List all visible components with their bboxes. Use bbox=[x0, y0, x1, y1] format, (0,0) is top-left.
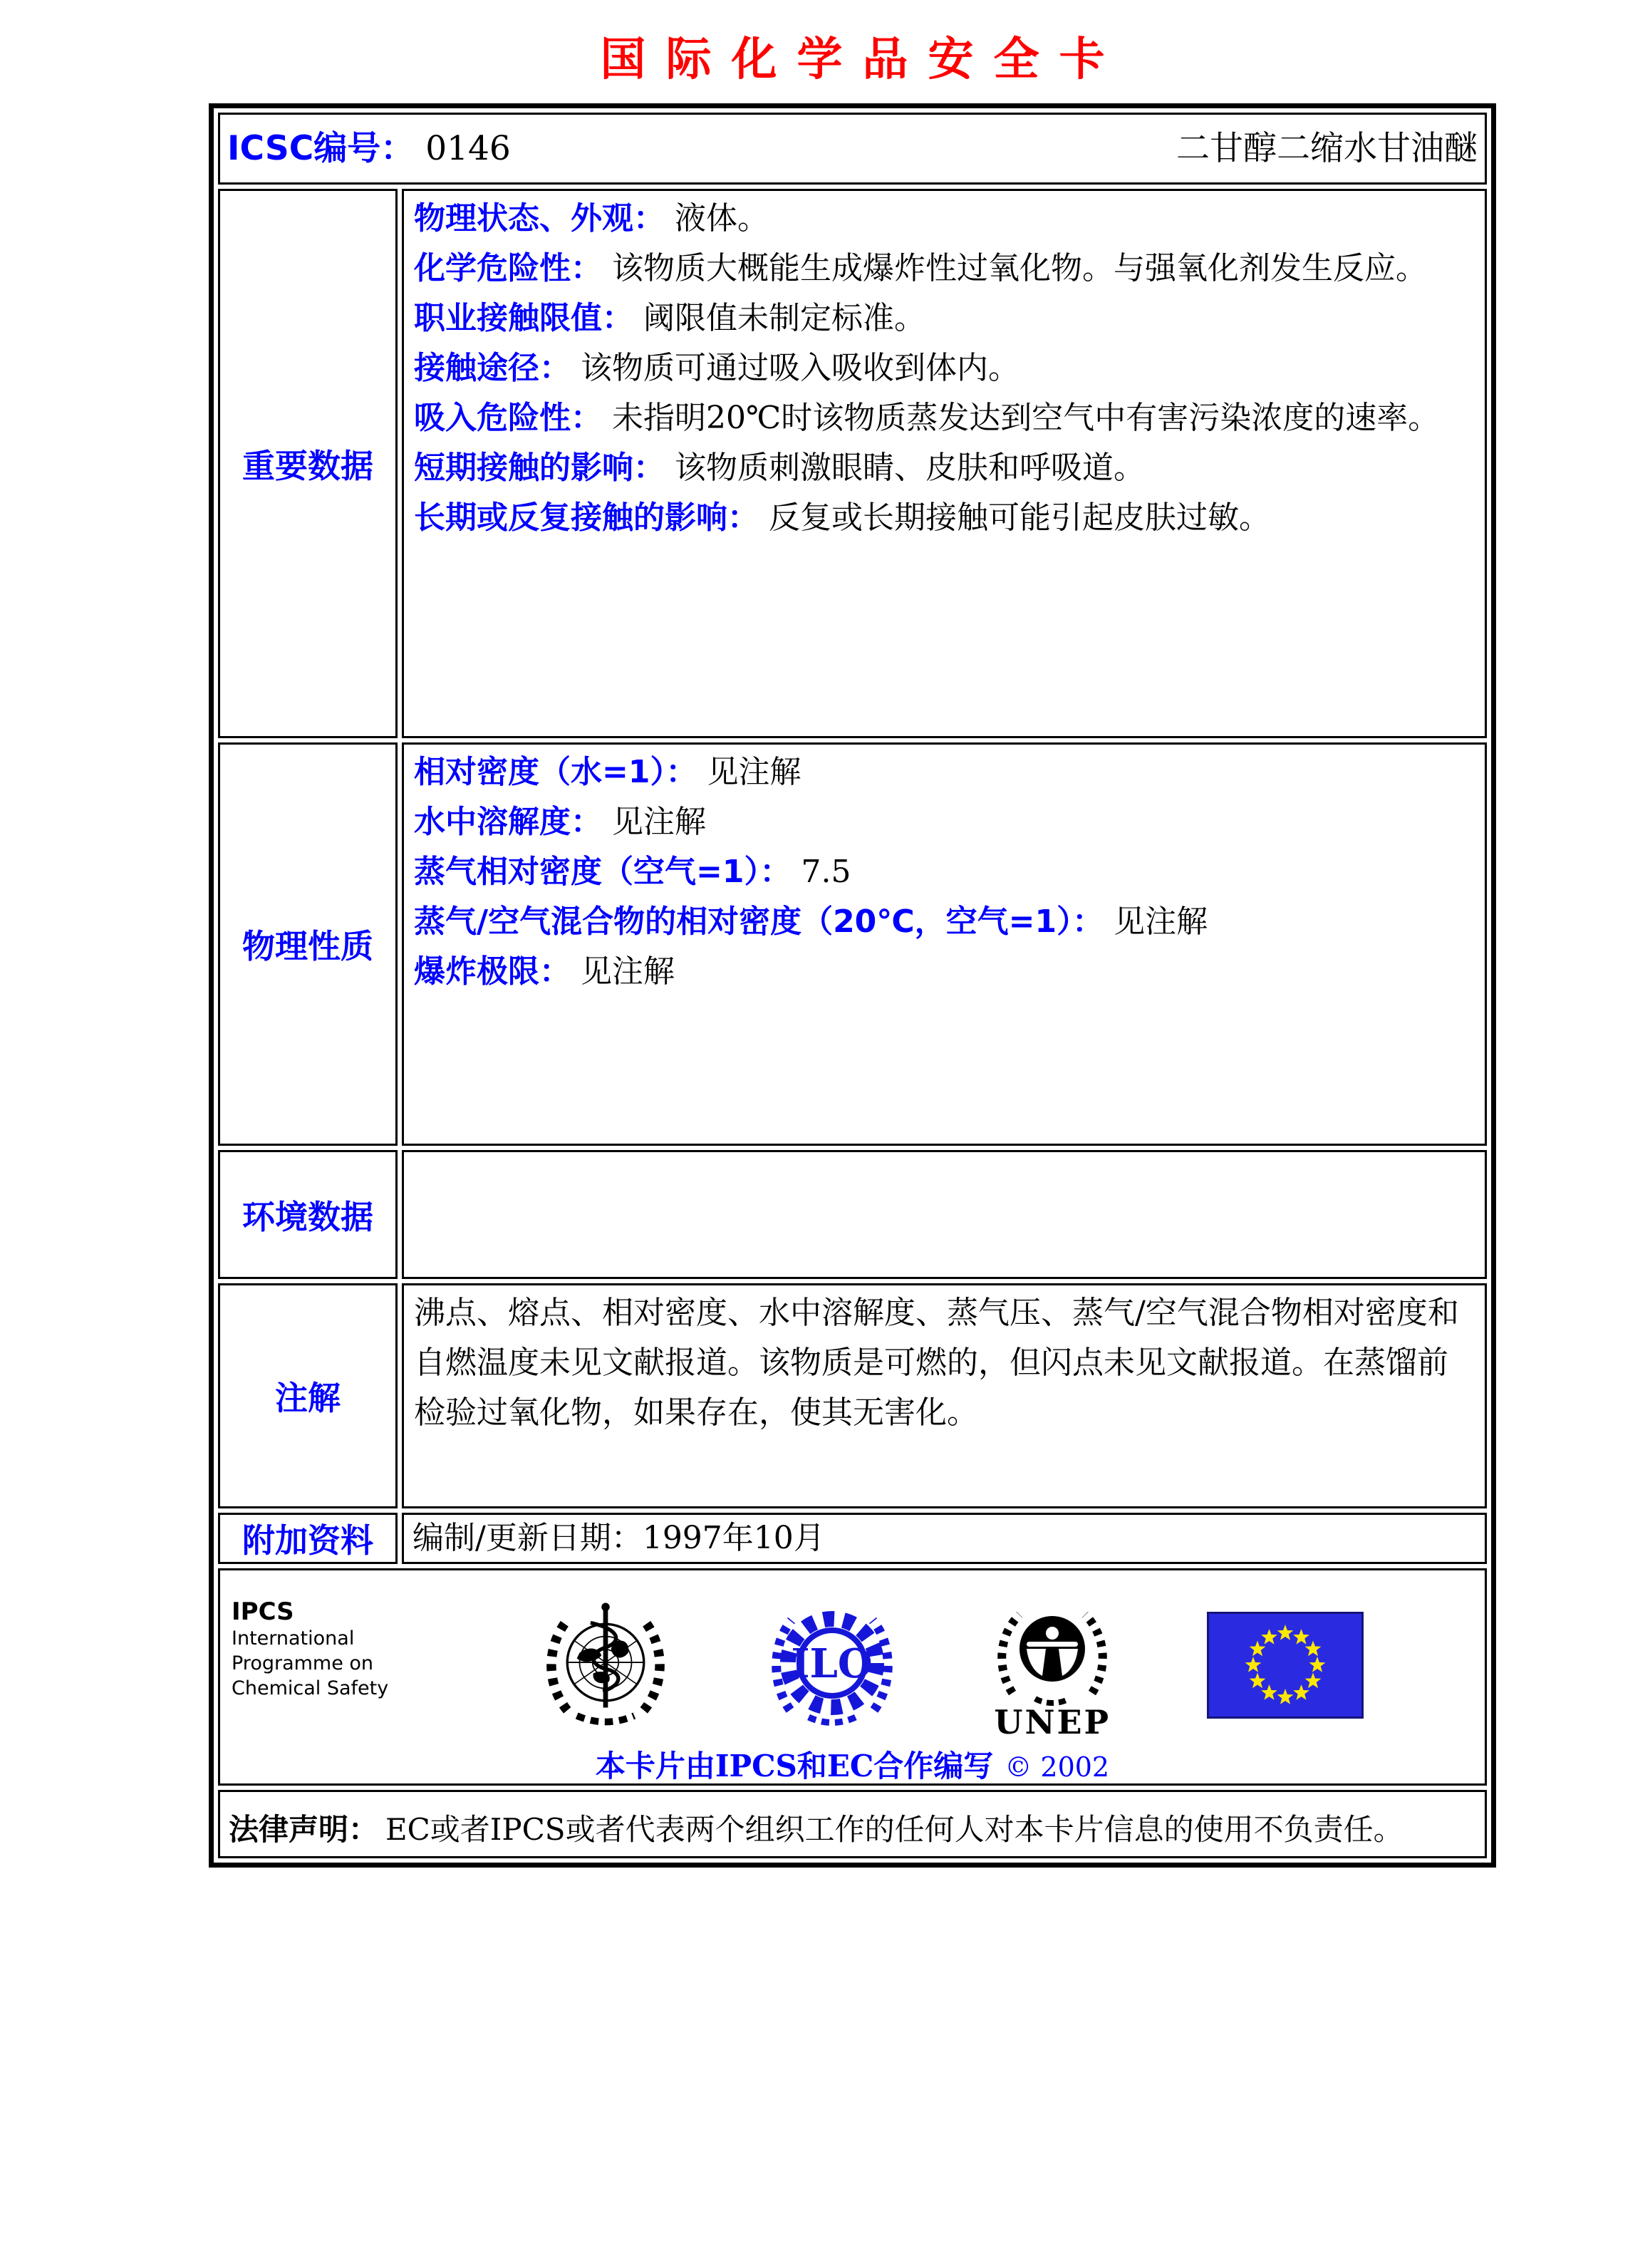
ipcs-line: Chemical Safety bbox=[232, 1677, 389, 1699]
notes-row bbox=[218, 1283, 1487, 1508]
unep-logo-block bbox=[990, 1598, 1115, 1741]
footer-caption bbox=[220, 1750, 1485, 1783]
field-value: 未指明20℃时该物质蒸发达到空气中有害污染浓度的速率。 bbox=[612, 400, 1440, 436]
field-label: 吸入危险性： bbox=[414, 400, 602, 436]
field-value: 该物质大概能生成爆炸性过氧化物。与强氧化剂发生反应。 bbox=[612, 250, 1427, 286]
field-label: 爆炸极限： bbox=[414, 953, 571, 990]
environmental-data-row bbox=[218, 1150, 1487, 1279]
who-logo-icon bbox=[537, 1598, 674, 1730]
copyright-text: © 2002 bbox=[1005, 1751, 1110, 1783]
field-label: 接触途径： bbox=[414, 350, 571, 386]
physical-properties-content bbox=[402, 742, 1487, 1146]
ilo-monogram: ILO bbox=[791, 1640, 873, 1687]
icsc-card-table bbox=[209, 103, 1496, 1868]
environmental-data-content bbox=[402, 1150, 1487, 1279]
field-label: 化学危险性： bbox=[414, 250, 602, 286]
section-label-notes: 注解 bbox=[218, 1283, 398, 1508]
icsc-number-value: 0146 bbox=[425, 129, 511, 168]
legal-cell bbox=[218, 1790, 1487, 1858]
field-label: 相对密度（水=1）： bbox=[414, 754, 697, 790]
additional-info-content bbox=[402, 1513, 1487, 1564]
eu-flag-icon bbox=[1207, 1612, 1364, 1719]
ipcs-text-block bbox=[232, 1598, 445, 1701]
header-row bbox=[218, 113, 1487, 185]
field-row bbox=[414, 747, 1475, 797]
unep-logo-icon bbox=[990, 1598, 1115, 1706]
field-value: 7.5 bbox=[801, 854, 851, 890]
field-row bbox=[414, 194, 1475, 244]
legal-label: 法律声明： bbox=[229, 1812, 379, 1847]
field-label: 短期接触的影响： bbox=[414, 450, 665, 486]
legal-row bbox=[218, 1790, 1487, 1858]
icsc-number-group bbox=[227, 129, 511, 168]
field-row bbox=[414, 244, 1475, 294]
field-value: 阈限值未制定标准。 bbox=[643, 300, 925, 336]
unep-wordmark: UNEP bbox=[994, 1703, 1111, 1741]
important-data-content bbox=[402, 189, 1487, 738]
field-row bbox=[414, 897, 1475, 947]
field-row bbox=[414, 294, 1475, 343]
field-value: 该物质可通过吸入吸收到体内。 bbox=[581, 350, 1019, 386]
field-row bbox=[414, 393, 1475, 443]
logo-strip bbox=[220, 1570, 1485, 1741]
icsc-number-label: ICSC编号： bbox=[227, 129, 415, 168]
ilo-logo-icon bbox=[766, 1598, 898, 1730]
field-label: 水中溶解度： bbox=[414, 804, 602, 840]
field-row bbox=[414, 443, 1475, 493]
notes-text: 沸点、熔点、相对密度、水中溶解度、蒸气压、蒸气/空气混合物相对密度和自燃温度未见文献报道。该物质是可燃的，但闪点未见文献报道。在蒸馏前检验过氧化物，如果存在，使其无害化。 bbox=[414, 1295, 1459, 1431]
physical-properties-row bbox=[218, 742, 1487, 1146]
field-value: 见注解 bbox=[1114, 903, 1208, 940]
field-value: 该物质刺激眼睛、皮肤和呼吸道。 bbox=[675, 450, 1145, 486]
ipcs-title: IPCS bbox=[232, 1598, 294, 1626]
ipcs-line: Programme on bbox=[232, 1652, 374, 1674]
field-label: 蒸气相对密度（空气=1）： bbox=[414, 854, 792, 890]
field-row bbox=[414, 343, 1475, 393]
section-label-important-data: 重要数据 bbox=[218, 189, 398, 738]
field-value: 见注解 bbox=[707, 754, 801, 790]
additional-info-row bbox=[218, 1513, 1487, 1564]
legal-text: EC或者IPCS或者代表两个组织工作的任何人对本卡片信息的使用不负责任。 bbox=[385, 1812, 1403, 1847]
field-value: 液体。 bbox=[675, 200, 769, 237]
section-label-physical-properties: 物理性质 bbox=[218, 742, 398, 1146]
field-value: 见注解 bbox=[612, 804, 706, 840]
field-row bbox=[414, 797, 1475, 847]
field-label: 物理状态、外观： bbox=[414, 200, 665, 237]
field-label: 职业接触限值： bbox=[414, 300, 633, 336]
section-label-environmental-data: 环境数据 bbox=[218, 1150, 398, 1279]
ipcs-line: International bbox=[232, 1627, 355, 1650]
logos-cell bbox=[218, 1568, 1487, 1786]
important-data-row bbox=[218, 189, 1487, 738]
field-label: 蒸气/空气混合物的相对密度（20℃，空气=1）： bbox=[414, 903, 1104, 940]
field-row bbox=[414, 493, 1475, 543]
header-cell bbox=[218, 113, 1487, 185]
section-label-additional-info: 附加资料 bbox=[218, 1513, 398, 1564]
logos-row bbox=[218, 1568, 1487, 1786]
field-row bbox=[414, 847, 1475, 897]
notes-content bbox=[402, 1283, 1487, 1508]
field-value: 反复或长期接触可能引起皮肤过敏。 bbox=[769, 499, 1270, 536]
chemical-name: 二甘醇二缩水甘油醚 bbox=[1176, 129, 1478, 168]
update-date-text: 编制/更新日期：1997年10月 bbox=[412, 1520, 825, 1556]
page-title: 国际化学品安全卡 bbox=[600, 32, 1125, 86]
field-value: 见注解 bbox=[581, 953, 675, 990]
field-label: 长期或反复接触的影响： bbox=[414, 499, 759, 536]
field-row bbox=[414, 947, 1475, 997]
caption-text: 本卡片由IPCS和EC合作编写 bbox=[595, 1749, 994, 1783]
